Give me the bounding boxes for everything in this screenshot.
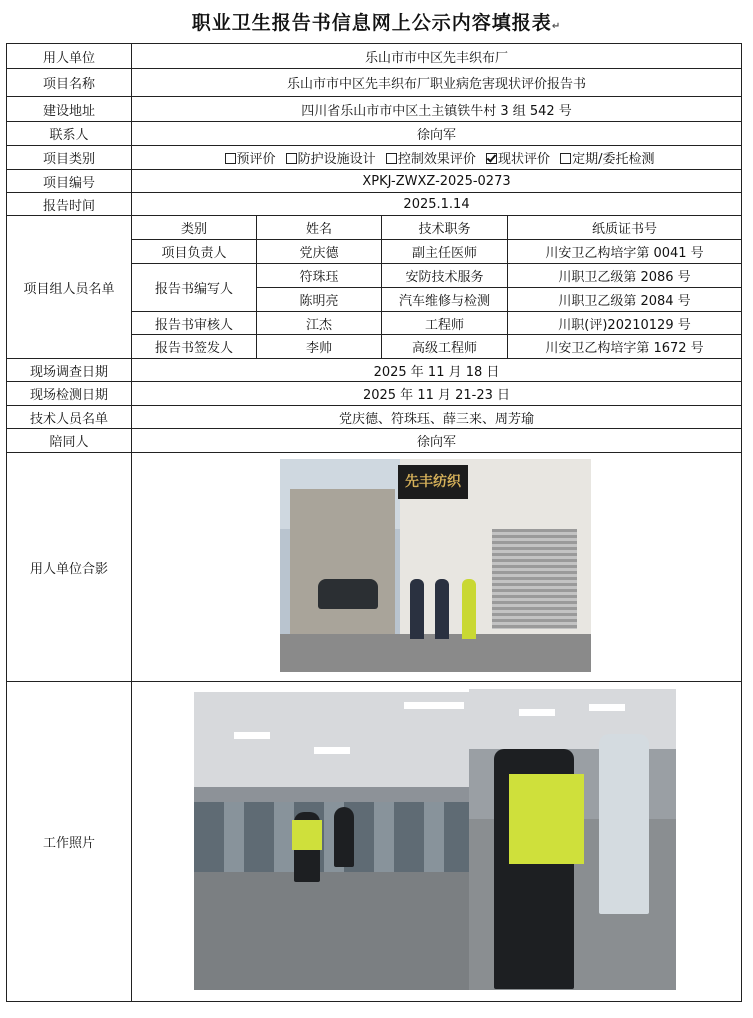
member-title: 汽车维修与检测 <box>382 288 508 312</box>
member-cert: 川职卫乙级第 2084 号 <box>508 288 742 312</box>
address-label: 建设地址 <box>7 97 132 122</box>
member-name: 陈明亮 <box>257 288 382 312</box>
member-name: 党庆德 <box>257 240 382 264</box>
row-contact <box>7 122 742 146</box>
tech-staff-value: 党庆德、符珠珏、薛三来、周芳瑜 <box>132 406 742 429</box>
survey-date-label: 现场调查日期 <box>7 359 132 382</box>
option-status-eval: 现状评价 <box>497 152 550 167</box>
checkbox-periodic-test[interactable] <box>560 153 571 164</box>
row-group-photo <box>7 453 742 682</box>
escort-value: 徐向军 <box>132 429 742 453</box>
employer-label: 用人单位 <box>7 44 132 69</box>
address-value: 四川省乐山市市中区土主镇铁牛村 3 组 542 号 <box>132 97 742 122</box>
option-protection-design: 防护设施设计 <box>297 152 376 167</box>
contact-value: 徐向军 <box>132 122 742 146</box>
form-title: 职业卫生报告书信息网上公示内容填报表↵ <box>191 12 562 34</box>
members-header-title: 技术职务 <box>382 216 508 240</box>
member-cert: 川安卫乙构培字第 1672 号 <box>508 335 742 359</box>
member-name: 符珠珏 <box>257 264 382 288</box>
member-cert: 川职(评)20210129 号 <box>508 312 742 335</box>
row-escort <box>7 429 742 453</box>
member-role: 报告书审核人 <box>132 312 257 335</box>
member-title: 高级工程师 <box>382 335 508 359</box>
members-header-row <box>7 216 742 240</box>
member-title: 安防技术服务 <box>382 264 508 288</box>
member-role: 项目负责人 <box>132 240 257 264</box>
work-photo-cell <box>132 682 742 1002</box>
report-time-value: 2025.1.14 <box>132 193 742 216</box>
row-project-name <box>7 69 742 97</box>
checkbox-control-effect[interactable] <box>386 153 397 164</box>
row-test-date <box>7 382 742 406</box>
checkbox-protection-design[interactable] <box>286 153 297 164</box>
contact-label: 联系人 <box>7 122 132 146</box>
group-photo-cell <box>132 453 742 682</box>
member-role: 报告书签发人 <box>132 335 257 359</box>
project-no-label: 项目编号 <box>7 170 132 193</box>
member-title: 工程师 <box>382 312 508 335</box>
row-report-time <box>7 193 742 216</box>
row-project-no <box>7 170 742 193</box>
category-label: 项目类别 <box>7 146 132 170</box>
escort-label: 陪同人 <box>7 429 132 453</box>
work-photo-label: 工作照片 <box>7 682 132 1002</box>
checkbox-pre-eval[interactable] <box>225 153 236 164</box>
test-date-value: 2025 年 11 月 21-23 日 <box>132 382 742 406</box>
category-options <box>132 146 742 170</box>
member-role: 报告书编写人 <box>132 264 257 312</box>
work-photo-right <box>469 689 676 990</box>
members-label: 项目组人员名单 <box>7 216 132 359</box>
member-cert: 川安卫乙构培字第 0041 号 <box>508 240 742 264</box>
work-photo-left <box>194 692 469 990</box>
members-header-role: 类别 <box>132 216 257 240</box>
project-name-value: 乐山市市中区先丰织布厂职业病危害现状评价报告书 <box>132 69 742 97</box>
group-photo-image <box>280 459 591 672</box>
test-date-label: 现场检测日期 <box>7 382 132 406</box>
project-no-value: XPKJ-ZWXZ-2025-0273 <box>132 170 742 193</box>
group-photo-label: 用人单位合影 <box>7 453 132 682</box>
tech-staff-label: 技术人员名单 <box>7 406 132 429</box>
row-work-photo <box>7 682 742 1002</box>
factory-sign: 先丰纺织 <box>398 465 468 499</box>
option-pre-eval: 预评价 <box>236 152 276 167</box>
members-header-cert: 纸质证书号 <box>508 216 742 240</box>
disclosure-form-table <box>6 43 742 1002</box>
row-address <box>7 97 742 122</box>
project-name-label: 项目名称 <box>7 69 132 97</box>
checkbox-status-eval[interactable] <box>486 153 497 164</box>
members-header-name: 姓名 <box>257 216 382 240</box>
option-periodic-test: 定期/委托检测 <box>572 152 655 167</box>
report-time-label: 报告时间 <box>7 193 132 216</box>
row-employer <box>7 44 742 69</box>
employer-value: 乐山市市中区先丰织布厂 <box>132 44 742 69</box>
member-title: 副主任医师 <box>382 240 508 264</box>
survey-date-value: 2025 年 11 月 18 日 <box>132 359 742 382</box>
member-cert: 川职卫乙级第 2086 号 <box>508 264 742 288</box>
option-control-effect: 控制效果评价 <box>397 152 476 167</box>
row-survey-date <box>7 359 742 382</box>
member-name: 李帅 <box>257 335 382 359</box>
row-category <box>7 146 742 170</box>
member-name: 江杰 <box>257 312 382 335</box>
row-tech-staff <box>7 406 742 429</box>
